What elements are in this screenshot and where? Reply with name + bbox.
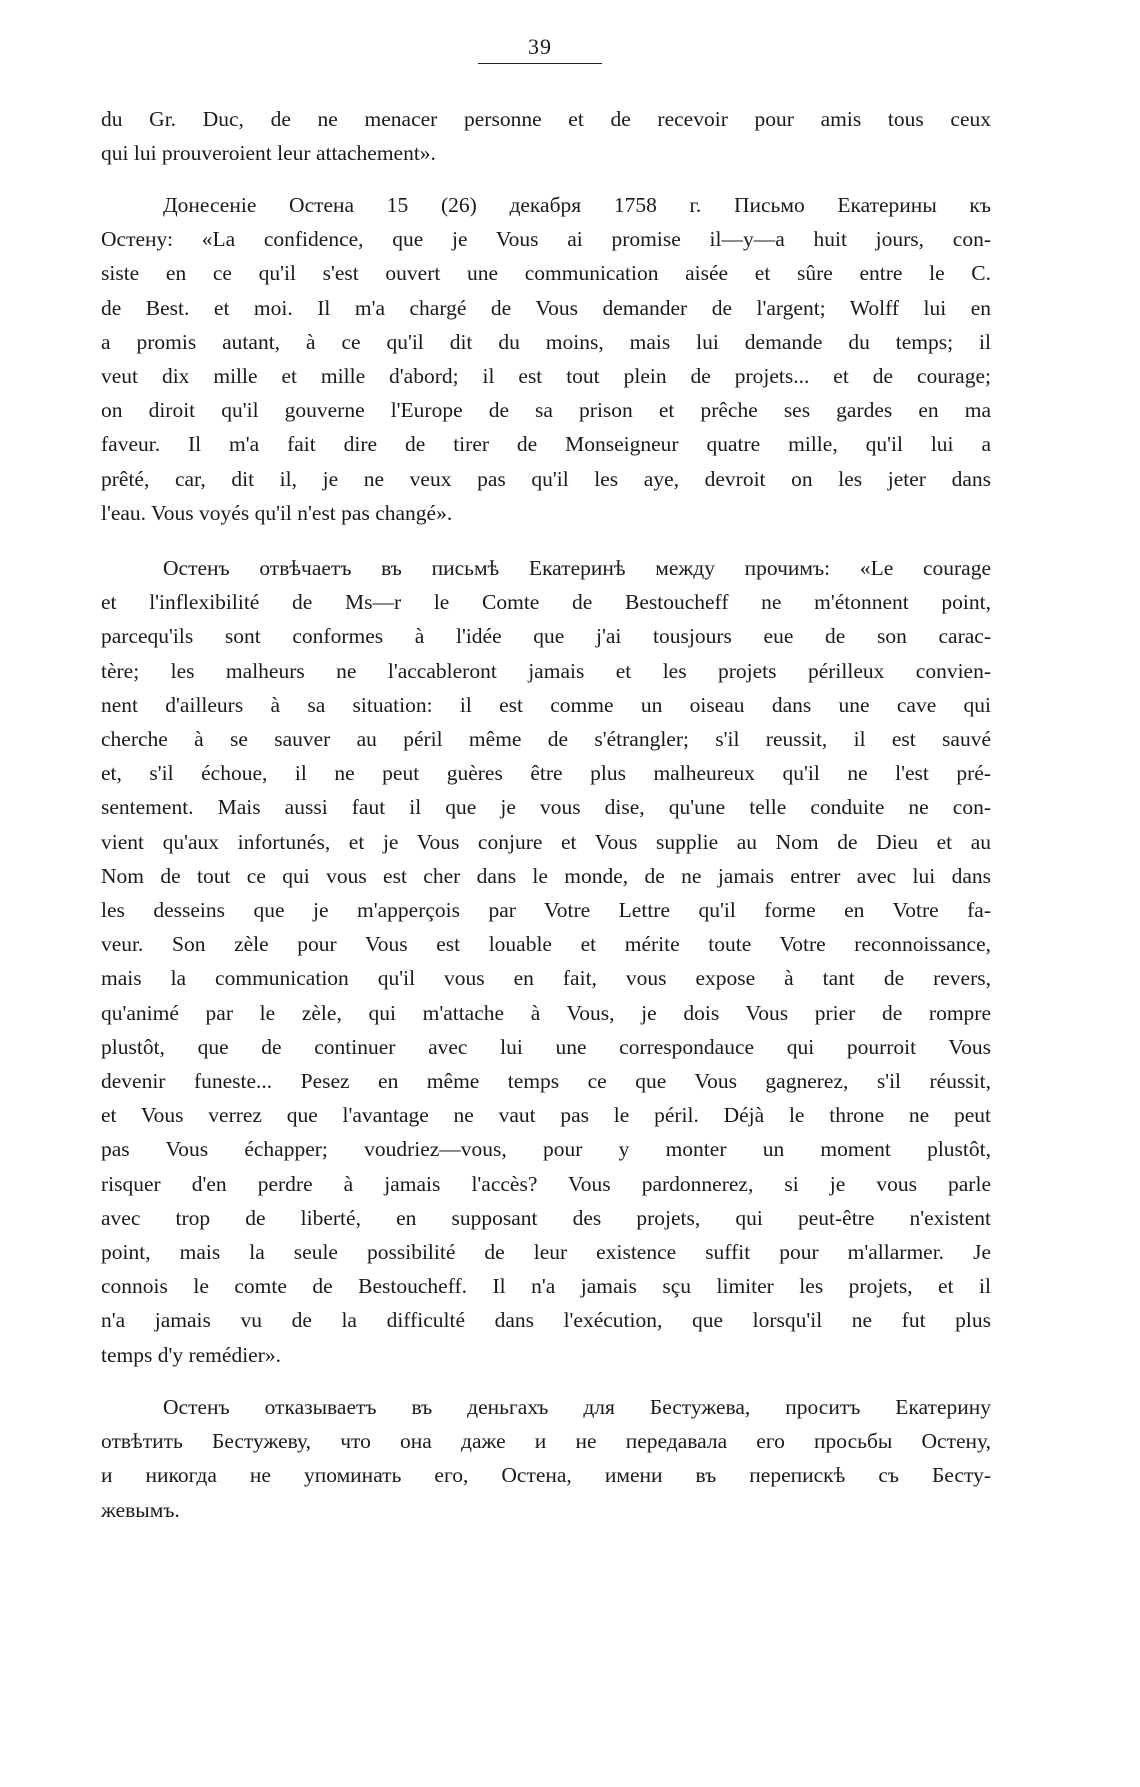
text-line: n'a jamais vu de la difficulté dans l'exécution, que lorsqu'il ne fut plus — [101, 1308, 991, 1333]
text-line: parcequ'ils sont conformes à l'idée que j'ai tousjours eue de son carac- — [101, 624, 991, 649]
text-line: Nom de tout ce qui vous est cher dans le monde, de ne jamais entrer avec lui dans — [101, 863, 991, 888]
text-line: prêté, car, dit il, je ne veux pas qu'il les aye, devroit on les jeter dans — [101, 466, 991, 491]
text-line: sentement. Mais aussi faut il que je vous dise, qu'une telle conduite ne con- — [101, 795, 991, 820]
text-line: faveur. Il m'a fait dire de tirer de Monseigneur quatre mille, qu'il lui a — [101, 432, 991, 457]
text-line: и никогда не упоминать его, Остена, имени въ перепискѣ съ Бесту- — [101, 1463, 991, 1488]
text-line: et, s'il échoue, il ne peut guères être plus malheureux qu'il ne l'est pré- — [101, 761, 991, 786]
text-line: et l'inflexibilité de Ms—r le Comte de Bestoucheff ne m'étonnent point, — [101, 590, 991, 615]
text-line: qui lui prouveroient leur attachement». — [101, 141, 436, 166]
text-line: Остену: «La confidence, que je Vous ai promise il—y—a huit jours, con- — [101, 227, 991, 252]
text-line: cherche à se sauver au péril même de s'étrangler; s'il reussit, il est sauvé — [101, 727, 991, 752]
text-line: l'eau. Vous voyés qu'il n'est pas changé». — [101, 500, 453, 525]
text-line: risquer d'en perdre à jamais l'accès? Vous pardonnerez, si je vous parle — [101, 1171, 991, 1196]
text-line: point, mais la seule possibilité de leur existence suffit pour m'allarmer. Je — [101, 1240, 991, 1265]
text-line: avec trop de liberté, en supposant des projets, qui peut-être n'existent — [101, 1205, 991, 1230]
text-line: plustôt, que de continuer avec lui une correspondauce qui pourroit Vous — [101, 1034, 991, 1059]
text-line: et Vous verrez que l'avantage ne vaut pas le péril. Déjà le throne ne peut — [101, 1103, 991, 1128]
text-line: devenir funeste... Pesez en même temps ce que Vous gagnerez, s'il réussit, — [101, 1069, 991, 1094]
text-line: de Best. et moi. Il m'a chargé de Vous demander de l'argent; Wolff lui en — [101, 295, 991, 320]
paragraph-2 — [101, 188, 991, 530]
paragraph-1 — [101, 102, 991, 170]
text-line: tère; les malheurs ne l'accableront jamais et les projets périlleux convien- — [101, 658, 991, 683]
text-line: vient qu'aux infortunés, et je Vous conjure et Vous supplie au Nom de Dieu et au — [101, 829, 991, 854]
text-line: pas Vous échapper; voudriez—vous, pour y monter un moment plustôt, — [101, 1137, 991, 1162]
page-number: 39 — [478, 34, 602, 64]
text-line: Остенъ отказываетъ въ деньгахъ для Бестужева, проситъ Екатерину — [163, 1395, 991, 1419]
text-line: les desseins que je m'apperçois par Votre Lettre qu'il forme en Votre fa- — [101, 898, 991, 923]
text-line: qu'animé par le zèle, qui m'attache à Vous, je dois Vous prier de rompre — [101, 1000, 991, 1025]
text-line: отвѣтить Бестужеву, что она даже и не передавала его просьбы Остену, — [101, 1429, 991, 1454]
text-line: siste en ce qu'il s'est ouvert une communication aisée et sûre entre le C. — [101, 261, 991, 286]
text-line: Донесеніе Остена 15 (26) декабря 1758 г. Письмо Екатерины къ — [163, 193, 991, 217]
text-line: жевымъ. — [101, 1497, 180, 1522]
text-line: veur. Son zèle pour Vous est louable et mérite toute Votre reconnoissance, — [101, 932, 991, 957]
text-line: du Gr. Duc, de ne menacer personne et de recevoir pour amis tous ceux — [101, 107, 991, 131]
text-line: on diroit qu'il gouverne l'Europe de sa prison et prêche ses gardes en ma — [101, 398, 991, 423]
paragraph-3 — [101, 551, 991, 1372]
text-line: connois le comte de Bestoucheff. Il n'a jamais sçu limiter les projets, et il — [101, 1274, 991, 1299]
paragraph-4 — [101, 1390, 991, 1527]
text-line: temps d'y remédier». — [101, 1342, 281, 1367]
text-line: nent d'ailleurs à sa situation: il est comme un oiseau dans une cave qui — [101, 692, 991, 717]
text-line: Остенъ отвѣчаетъ въ письмѣ Екатеринѣ между прочимъ: «Le courage — [163, 556, 991, 580]
text-line: a promis autant, à ce qu'il dit du moins, mais lui demande du temps; il — [101, 329, 991, 354]
text-line: veut dix mille et mille d'abord; il est tout plein de projets... et de courage; — [101, 364, 991, 389]
text-line: mais la communication qu'il vous en fait, vous expose à tant de revers, — [101, 966, 991, 991]
